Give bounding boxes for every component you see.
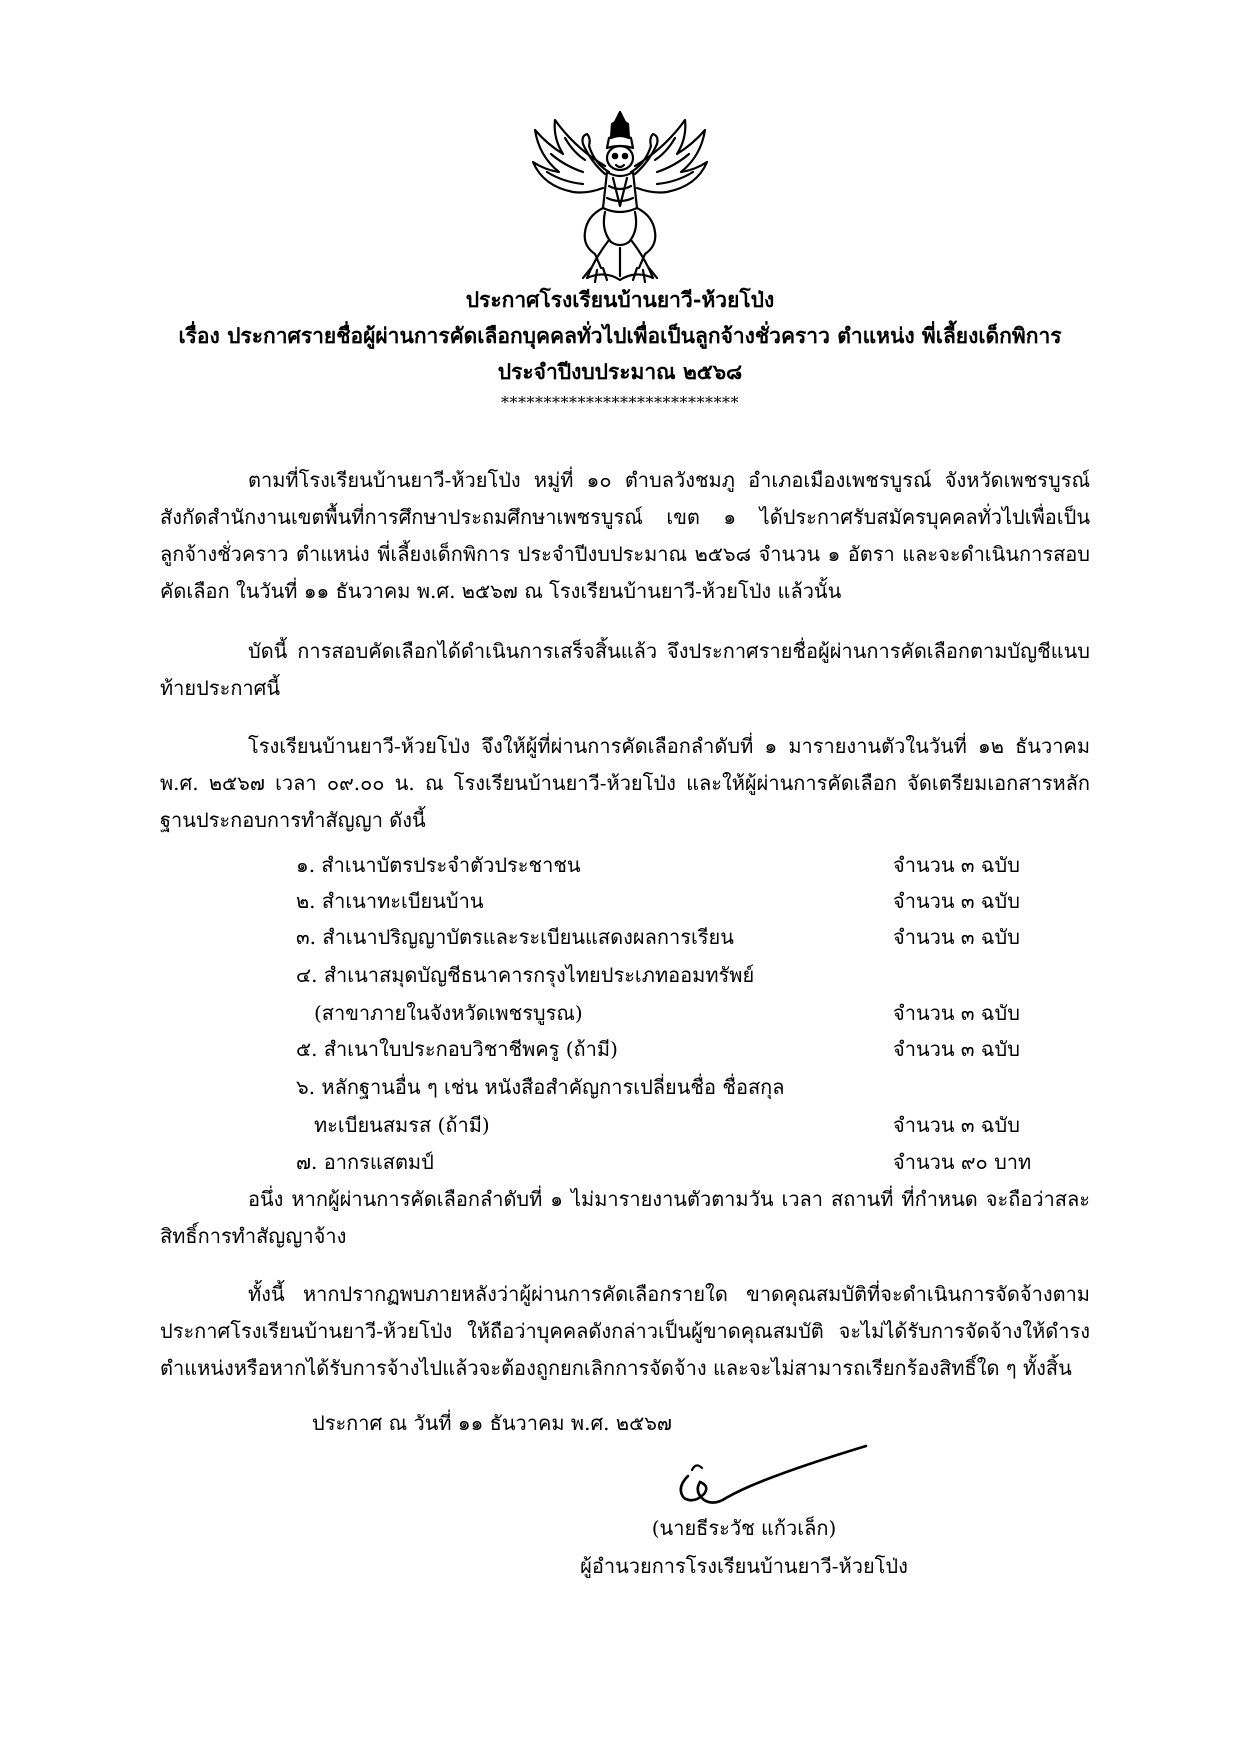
document-qty-7: จำนวน ๙๐ บาท bbox=[893, 1150, 1032, 1174]
document-item-5: ๕. สำเนาใบประกอบวิชาชีพครู (ถ้ามี) bbox=[296, 1037, 618, 1061]
document-item-1: ๑. สำเนาบัตรประจำตัวประชาชน bbox=[296, 853, 581, 877]
paragraph-4 bbox=[160, 1181, 1090, 1255]
paragraph-1-text: ตามที่โรงเรียนบ้านยาวี-ห้วยโป่ง หมู่ที่ ๑๐ ตำบลวังชมภู อำเภอเมืองเพชรบูรณ์ จังหวัดเพชรบูรณ์ สังกัดสำนักงานเขตพื้นที่การศึกษาประถมศึกษาเพชรบูรณ์ เขต ๑ ได้ประกาศรับสมัครบุคคลทั่วไปเพื่อเป็นลูกจ้างชั่วคราว ตำแหน่ง พี่เลี้ยงเด็กพิการ ประจำปีงบประมาณ ๒๕๖๘ จำนวน ๑ อัตรา และจะดำเนินการสอบคัดเลือก ในวันที่ ๑๑ ธันวาคม พ.ศ. ๒๕๖๗ ณ โรงเรียนบ้านยาวี-ห้วยโป่ง แล้วนั้น bbox=[160, 468, 1090, 603]
document-item-4: ๔. สำเนาสมุดบัญชีธนาคารกรุงไทยประเภทออมทรัพย์ bbox=[296, 963, 755, 987]
paragraph-3 bbox=[160, 728, 1090, 839]
paragraph-4-text: อนึ่ง หากผู้ผ่านการคัดเลือกลำดับที่ ๑ ไม่มารายงานตัวตามวัน เวลา สถานที่ ที่กำหนด จะถือว่าสละสิทธิ์การทำสัญญาจ้าง bbox=[160, 1187, 1090, 1248]
signature-icon bbox=[670, 1442, 870, 1512]
announcement-subject: เรื่อง ประกาศรายชื่อผู้ผ่านการคัดเลือกบุคคลทั่วไปเพื่อเป็นลูกจ้างชั่วคราว ตำแหน่ง พี่เลี้ยงเด็กพิการ bbox=[178, 323, 1062, 348]
paragraph-5-text: ทั้งนี้ หากปรากฏพบภายหลังว่าผู้ผ่านการคัดเลือกรายใด ขาดคุณสมบัติที่จะดำเนินการจัดจ้างตามประกาศโรงเรียนบ้านยาวี-ห้วยโป่ง ให้ถือว่าบุคคลดังกล่าวเป็นผู้ขาดคุณสมบัติ จะไม่ได้รับการจัดจ้างให้ดำรงตำแหน่งหรือหากได้รับการจ้างไปแล้วจะต้องถูกยกเลิกการจัดจ้าง และจะไม่สามารถเรียกร้องสิทธิ์ใด ๆ ทั้งสิ้น bbox=[160, 1282, 1090, 1380]
document-item-6: ๖. หลักฐานอื่น ๆ เช่น หนังสือสำคัญการเปลี่ยนชื่อ ชื่อสกุล bbox=[296, 1075, 785, 1099]
document-item-6-cont: ทะเบียนสมรส (ถ้ามี) bbox=[314, 1113, 490, 1137]
document-item-2: ๒. สำเนาทะเบียนบ้าน bbox=[296, 889, 484, 913]
paragraph-5 bbox=[160, 1276, 1090, 1387]
garuda-emblem-icon bbox=[525, 108, 715, 288]
announcement-date: ประกาศ ณ วันที่ ๑๑ ธันวาคม พ.ศ. ๒๕๖๗ bbox=[312, 1411, 672, 1435]
fiscal-year: ประจำปีงบประมาณ ๒๕๖๘ bbox=[497, 359, 743, 384]
document-qty-4: จำนวน ๓ ฉบับ bbox=[893, 1001, 1020, 1025]
document-item-4-cont: (สาขาภายในจังหวัดเพชรบูรณ) bbox=[314, 1001, 583, 1025]
signer-name: (นายธีระวัช แก้วเล็ก) bbox=[651, 1516, 837, 1540]
paragraph-2-text: บัดนี้ การสอบคัดเลือกได้ดำเนินการเสร็จสิ้นแล้ว จึงประกาศรายชื่อผู้ผ่านการคัดเลือกตามบัญชีแนบท้ายประกาศนี้ bbox=[160, 639, 1090, 700]
document-qty-2: จำนวน ๓ ฉบับ bbox=[893, 889, 1020, 913]
document-qty-3: จำนวน ๓ ฉบับ bbox=[893, 925, 1020, 949]
document-item-3: ๓. สำเนาปริญญาบัตรและระเบียนแสดงผลการเรียน bbox=[296, 925, 734, 949]
paragraph-3-text: โรงเรียนบ้านยาวี-ห้วยโป่ง จึงให้ผู้ที่ผ่านการคัดเลือกลำดับที่ ๑ มารายงานตัวในวันที่ ๑๒ ธันวาคม พ.ศ. ๒๕๖๗ เวลา ๐๙.๐๐ น. ณ โรงเรียนบ้านยาวี-ห้วยโป่ง และให้ผู้ผ่านการคัดเลือก จัดเตรียมเอกสารหลักฐานประกอบการทำสัญญา ดังนี้ bbox=[160, 734, 1090, 832]
paragraph-1 bbox=[160, 462, 1090, 610]
separator-line: **************************** bbox=[501, 393, 739, 412]
document-qty-5: จำนวน ๓ ฉบับ bbox=[893, 1037, 1020, 1061]
paragraph-2 bbox=[160, 633, 1090, 707]
document-qty-1: จำนวน ๓ ฉบับ bbox=[893, 853, 1020, 877]
document-item-7: ๗. อากรแสตมป์ bbox=[296, 1150, 434, 1174]
signer-title: ผู้อำนวยการโรงเรียนบ้านยาวี-ห้วยโป่ง bbox=[580, 1554, 908, 1578]
document-qty-6: จำนวน ๓ ฉบับ bbox=[893, 1113, 1020, 1137]
announcement-title: ประกาศโรงเรียนบ้านยาวี-ห้วยโป่ง bbox=[465, 287, 775, 312]
